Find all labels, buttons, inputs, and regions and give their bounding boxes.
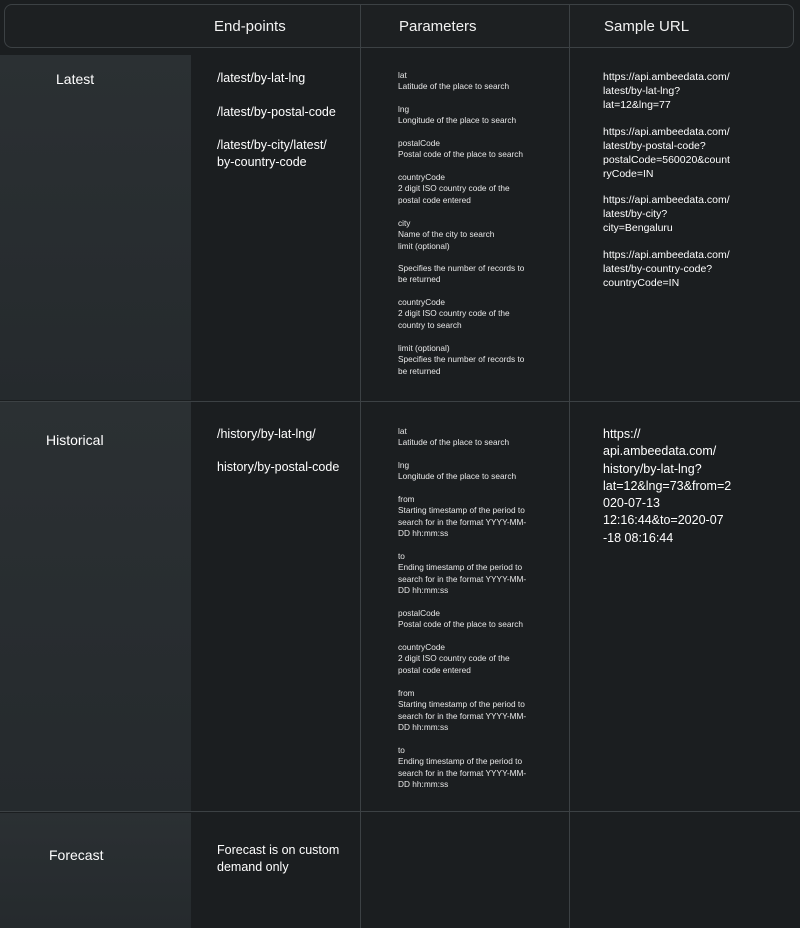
- param-lat: lat Latitude of the place to search: [398, 70, 510, 92]
- row-divider: [0, 401, 800, 402]
- param-limit-description: Specifies the number of records to be returned: [398, 263, 525, 285]
- sample-url-latest-postal-code: https://api.ambeedata.com/ latest/by-postal-code? postalCode=560020&count ryCode=IN: [603, 126, 730, 180]
- endpoint-history-by-lat-lng: /history/by-lat-lng/: [217, 427, 316, 441]
- param-postal-code: postalCode Postal code of the place to search: [398, 608, 523, 630]
- sample-url-latest-country-code: https://api.ambeedata.com/ latest/by-country-code? countryCode=IN: [603, 249, 730, 289]
- param-country-code: countryCode 2 digit ISO country code of the postal code entered: [398, 642, 510, 675]
- param-postal-code: postalCode Postal code of the place to search: [398, 138, 523, 160]
- row-divider: [0, 811, 800, 812]
- forecast-row-label-bg: [0, 813, 191, 928]
- endpoint-latest-by-postal-code: /latest/by-postal-code: [217, 105, 336, 119]
- param-to-2: to Ending timestamp of the period to search for in the format YYYY-MM- DD hh:mm:ss: [398, 745, 527, 790]
- row-label-latest: Latest: [56, 71, 95, 87]
- row-label-historical: Historical: [46, 432, 104, 448]
- endpoint-history-by-postal-code: history/by-postal-code: [217, 460, 340, 474]
- column-divider: [360, 4, 361, 928]
- param-lng: lng Longitude of the place to search: [398, 460, 517, 482]
- param-lng: lng Longitude of the place to search: [398, 104, 517, 126]
- sample-url-history-lat-lng: https:// api.ambeedata.com/ history/by-lat-lng? lat=12&lng=73&from=2 020-07-13 12:16:44&to=2020-07 -18 08:16:44: [603, 427, 732, 545]
- sample-url-latest-city: https://api.ambeedata.com/ latest/by-city? city=Bengaluru: [603, 194, 730, 234]
- column-header-parameters: Parameters: [399, 18, 477, 35]
- param-lat: lat Latitude of the place to search: [398, 426, 510, 448]
- column-header-sample-url: Sample URL: [604, 18, 690, 35]
- column-divider: [569, 4, 570, 928]
- param-to: to Ending timestamp of the period to search for in the format YYYY-MM- DD hh:mm:ss: [398, 551, 527, 596]
- param-limit: limit (optional) Specifies the number of records to be returned: [398, 343, 525, 376]
- endpoint-latest-by-city-country: /latest/by-city/latest/ by-country-code: [217, 138, 327, 169]
- row-label-forecast: Forecast: [49, 847, 104, 863]
- param-country-code: countryCode 2 digit ISO country code of the postal code entered: [398, 172, 510, 205]
- param-from-2: from Starting timestamp of the period to search for in the format YYYY-MM- DD hh:mm:ss: [398, 688, 527, 733]
- param-from: from Starting timestamp of the period to search for in the format YYYY-MM- DD hh:mm:ss: [398, 494, 527, 539]
- latest-row-label-bg: [0, 55, 191, 400]
- historical-row-label-bg: [0, 402, 191, 811]
- param-city: city Name of the city to search limit (optional): [398, 218, 495, 251]
- param-country-code-2: countryCode 2 digit ISO country code of the country to search: [398, 297, 510, 330]
- endpoint-latest-by-lat-lng: /latest/by-lat-lng: [217, 71, 306, 85]
- forecast-note: Forecast is on custom demand only: [217, 843, 340, 874]
- sample-url-latest-lat-lng: https://api.ambeedata.com/ latest/by-lat-lng? lat=12&lng=77: [603, 71, 730, 111]
- column-header-endpoints: End-points: [214, 18, 286, 35]
